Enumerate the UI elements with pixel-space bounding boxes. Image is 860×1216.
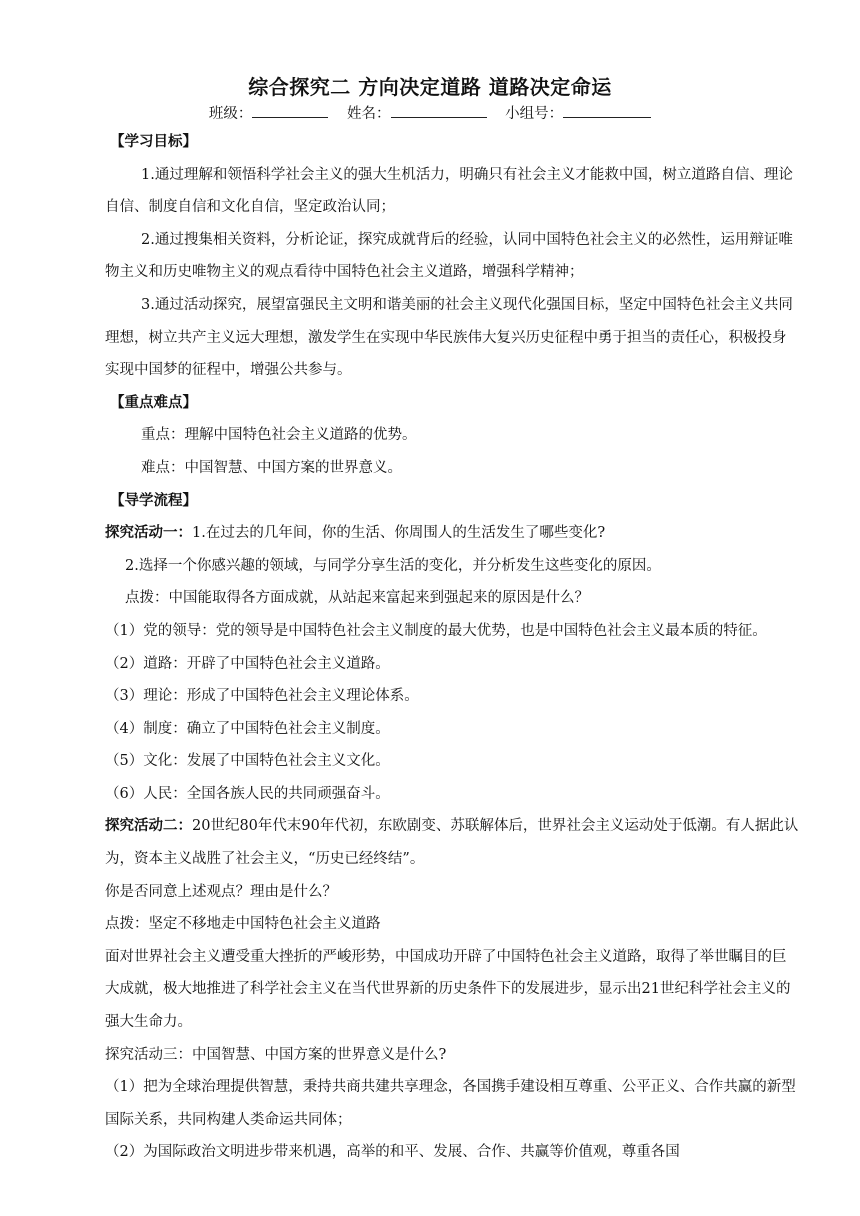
activity1-point-2: （2）道路：开辟了中国特色社会主义道路。 [105, 655, 390, 672]
document-title: 综合探究二 方向决定道路 道路决定命运 [248, 75, 612, 99]
activity2-text: 20世纪80年代末90年代初，东欧剧变、苏联解体后，世界社会主义运动处于低潮。有人据此认为，资本主义战胜了社会主义，“历史已经终结”。 [105, 818, 799, 868]
goals-header: 【学习目标】 [110, 133, 197, 150]
flow-header: 【导学流程】 [110, 491, 197, 509]
activity1-point-5: （5）文化：发展了中国特色社会主义文化。 [105, 753, 390, 770]
goal-item-1: 1.通过理解和领悟科学社会主义的强大生机活力，明确只有社会主义才能救中国，树立道路自信、理论自信、制度自信和文化自信，坚定政治认同； [105, 166, 793, 216]
goal-item-3: 3.通过活动探究，展望富强民主文明和谐美丽的社会主义现代化强国目标，坚定中国特色社会主义共同理想，树立共产主义远大理想，激发学生在实现中华民族伟大复兴历史征程中勇于担当的责任心，积极投身实现中国梦的征程中，增强公共参与。 [105, 296, 793, 379]
activity3-question: 探究活动三：中国智慧、中国方案的世界意义是什么? [105, 1046, 447, 1063]
name-label: 姓名： [347, 106, 391, 122]
class-label: 班级： [208, 106, 253, 122]
key-point: 重点：理解中国特色社会主义道路的优势。 [141, 427, 417, 444]
activity1-point-3: （3）理论：形成了中国特色社会主义理论体系。 [105, 688, 419, 705]
name-blank[interactable] [391, 103, 487, 118]
activity1-label: 探究活动一： [105, 524, 192, 542]
activity1-question-2: 2.选择一个你感兴趣的领域，与同学分享生活的变化，并分析发生这些变化的原因。 [125, 557, 661, 574]
goal-item-2: 2.通过搜集相关资料，分析论证，探究成就背后的经验，认同中国特色社会主义的必然性，运用辩证唯物主义和历史唯物主义的观点看待中国特色社会主义道路，增强科学精神； [105, 231, 793, 281]
difficult-point: 难点：中国智慧、中国方案的世界意义。 [141, 459, 402, 476]
group-blank[interactable] [563, 103, 651, 118]
activity2-intro [105, 810, 800, 875]
student-info-line [0, 103, 860, 124]
activity2-question: 你是否同意上述观点？理由是什么？ [105, 883, 337, 900]
activity1-point-4: （4）制度：确立了中国特色社会主义制度。 [105, 720, 390, 737]
activity3-point-2: （2）为国际政治文明进步带来机遇，高举的和平、发展、合作、共赢等价值观，尊重各国 [105, 1144, 680, 1161]
activity2-label: 探究活动二： [105, 817, 192, 835]
document-body [105, 126, 800, 1169]
activity1-point-1: （1）党的领导：党的领导是中国特色社会主义制度的最大优势，也是中国特色社会主义最本质的特征。 [105, 622, 767, 639]
keypoints-header: 【重点难点】 [110, 393, 197, 411]
activity1-q1-text: 1.在过去的几年间，你的生活、你周围人的生活发生了哪些变化? [192, 525, 606, 542]
activity2-answer: 面对世界社会主义遭受重大挫折的严峻形势，中国成功开辟了中国特色社会主义道路，取得了举世瞩目的巨大成就，极大地推进了科学社会主义在当代世界新的历史条件下的发展进步，显示出21世纪科学社会主义的强大生命力。 [105, 948, 791, 1031]
activity3-point-1: （1）把为全球治理提供智慧，秉持共商共建共享理念，各国携手建设相互尊重、公平正义、合作共赢的新型国际关系，共同构建人类命运共同体； [105, 1079, 796, 1128]
activity2-hint: 点拨：坚定不移地走中国特色社会主义道路 [105, 916, 381, 933]
group-label: 小组号： [505, 106, 564, 122]
activity1-question-1 [105, 517, 800, 550]
activity1-hint: 点拨：中国能取得各方面成就，从站起来富起来到强起来的原因是什么？ [125, 590, 589, 607]
class-blank[interactable] [252, 103, 328, 118]
activity1-point-6: （6）人民：全国各族人民的共同顽强奋斗。 [105, 785, 390, 802]
